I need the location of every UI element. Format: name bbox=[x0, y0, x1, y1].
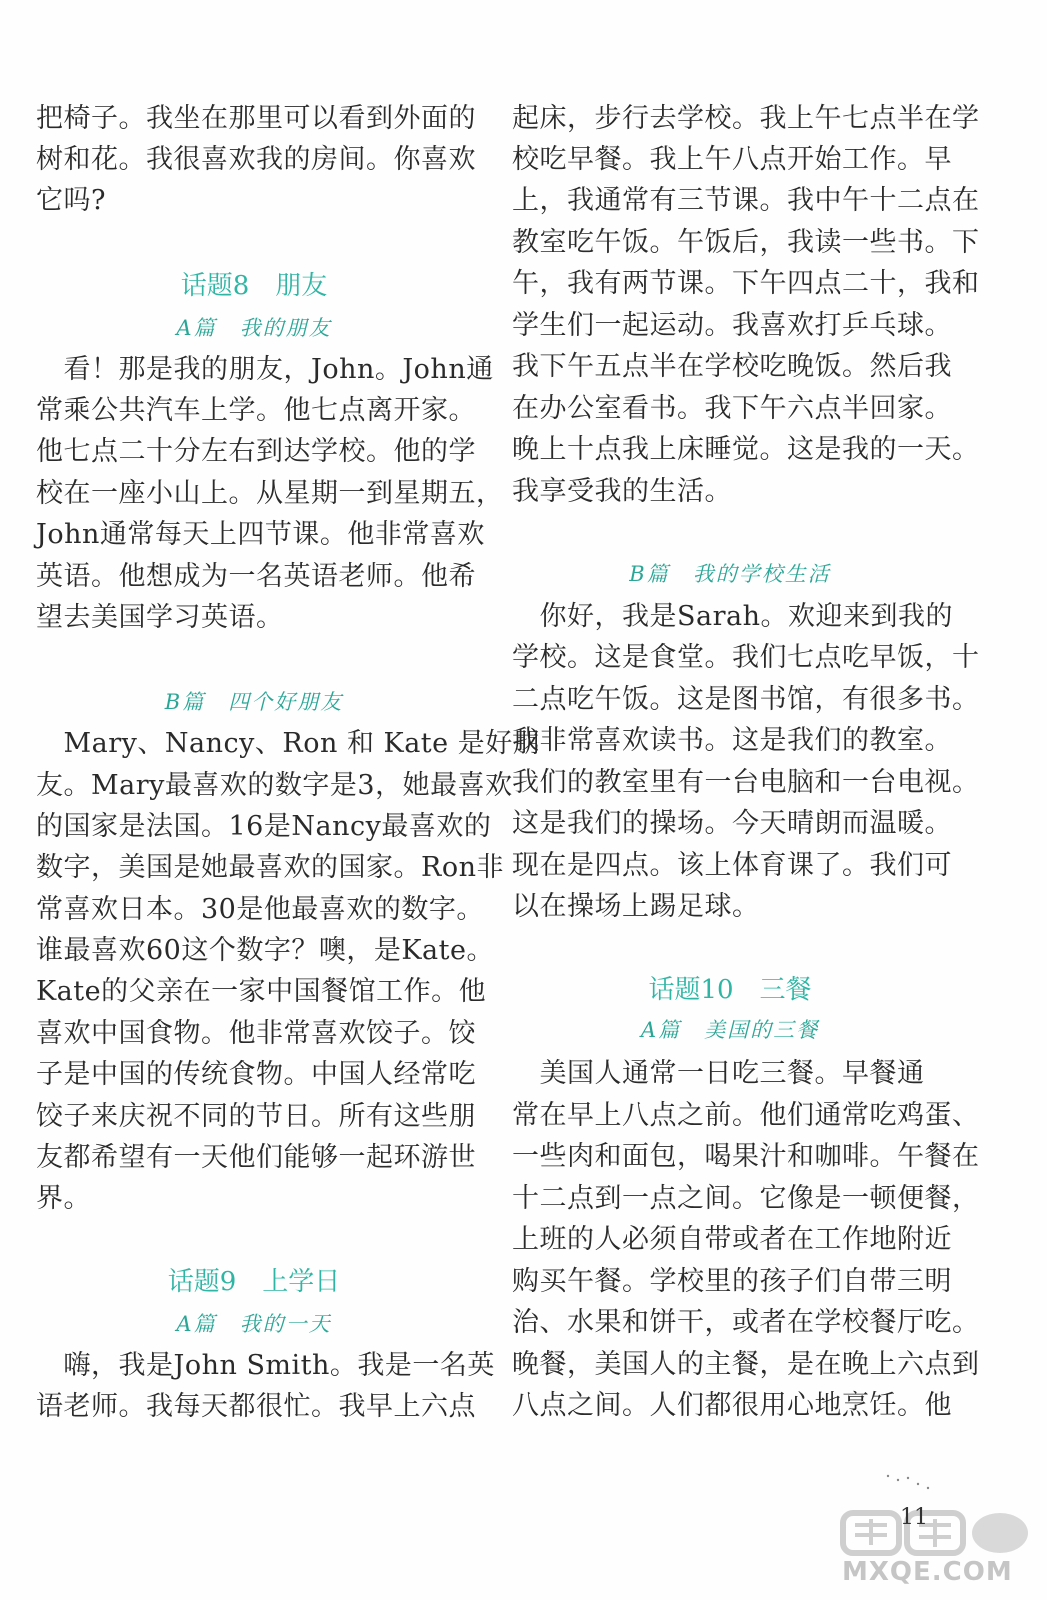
text-line: 学校。这是食堂。我们七点吃早饭，十 bbox=[512, 642, 980, 673]
text-line: 英语。他想成为一名英语老师。他希 bbox=[36, 561, 476, 592]
text-line: 喜欢中国食物。他非常喜欢饺子。饺 bbox=[36, 1018, 476, 1049]
text-line: 常乘公共汽车上学。他七点离开家。 bbox=[36, 395, 476, 426]
watermark-emblem-icon bbox=[835, 1507, 1035, 1557]
text-line: 八点之间。人们都很用心地烹饪。他 bbox=[512, 1390, 952, 1421]
text-line: 它吗? bbox=[36, 185, 106, 216]
text-line: 购买午餐。学校里的孩子们自带三明 bbox=[512, 1266, 952, 1297]
text-line: Kate的父亲在一家中国餐馆工作。他 bbox=[36, 976, 487, 1007]
text-line: 美国人通常一日吃三餐。早餐通 bbox=[512, 1058, 925, 1089]
watermark-logo bbox=[830, 1505, 1040, 1595]
text-line: 十二点到一点之间。它像是一顿便餐， bbox=[512, 1183, 980, 1214]
text-line: 上，我通常有三节课。我中午十二点在 bbox=[512, 185, 980, 216]
text-line: 在办公室看书。我下午六点半回家。 bbox=[512, 393, 952, 424]
text-line: 二点吃午饭。这是图书馆，有很多书。 bbox=[512, 684, 980, 715]
text-line: 谁最喜欢60这个数字？噢，是Kate。 bbox=[36, 935, 494, 966]
text-line: 的国家是法国。16是Nancy最喜欢的 bbox=[36, 811, 492, 842]
text-line: 饺子来庆祝不同的节日。所有这些朋 bbox=[36, 1101, 476, 1132]
topic8-a-heading: A篇 我的朋友 bbox=[176, 316, 332, 340]
text-line: Mary、Nancy、Ron 和 Kate 是好朋 bbox=[36, 728, 541, 759]
text-line: 常在早上八点之前。他们通常吃鸡蛋、 bbox=[512, 1100, 980, 1131]
text-line: 午，我有两节课。下午四点二十，我和 bbox=[512, 268, 980, 299]
page-number: 11 bbox=[900, 1505, 928, 1530]
text-line: 常喜欢日本。30是他最喜欢的数字。 bbox=[36, 894, 484, 925]
text-line: 现在是四点。该上体育课了。我们可 bbox=[512, 850, 952, 881]
text-line: 治、水果和饼干，或者在学校餐厅吃。 bbox=[512, 1307, 980, 1338]
text-line: 把椅子。我坐在那里可以看到外面的 bbox=[36, 103, 476, 134]
text-line: 上班的人必须自带或者在工作地附近 bbox=[512, 1224, 952, 1255]
text-line: 以在操场上踢足球。 bbox=[512, 891, 760, 922]
text-line: 子是中国的传统食物。中国人经常吃 bbox=[36, 1059, 476, 1090]
text-line: 语老师。我每天都很忙。我早上六点 bbox=[36, 1391, 476, 1422]
text-line: 我们的教室里有一台电脑和一台电视。 bbox=[512, 767, 980, 798]
text-line: 教室吃午饭。午饭后，我读一些书。下 bbox=[512, 227, 980, 258]
text-line: 友。Mary最喜欢的数字是3，她最喜欢 bbox=[36, 770, 513, 801]
text-line: 一些肉和面包，喝果汁和咖啡。午餐在 bbox=[512, 1141, 980, 1172]
text-line: 你好，我是Sarah。欢迎来到我的 bbox=[512, 601, 953, 632]
text-line: 界。 bbox=[36, 1183, 91, 1214]
text-line: 我享受我的生活。 bbox=[512, 476, 732, 507]
text-line: 我非常喜欢读书。这是我们的教室。 bbox=[512, 725, 952, 756]
text-line: 我下午五点半在学校吃晚饭。然后我 bbox=[512, 351, 952, 382]
text-line: 学生们一起运动。我喜欢打乒乓球。 bbox=[512, 310, 952, 341]
text-line: 校在一座小山上。从星期一到星期五， bbox=[36, 478, 504, 509]
topic8-heading: 话题8 朋友 bbox=[180, 271, 328, 301]
text-line: 校吃早餐。我上午八点开始工作。早 bbox=[512, 144, 952, 175]
text-line: 望去美国学习英语。 bbox=[36, 602, 284, 633]
text-line: 他七点二十分左右到达学校。他的学 bbox=[36, 436, 476, 467]
topic10-a-heading: A篇 美国的三餐 bbox=[640, 1018, 820, 1042]
decorative-dots bbox=[880, 1470, 940, 1500]
topic10-heading: 话题10 三餐 bbox=[648, 975, 812, 1005]
topic9-heading: 话题9 上学日 bbox=[167, 1267, 341, 1297]
text-line: 晚餐，美国人的主餐，是在晚上六点到 bbox=[512, 1349, 980, 1380]
text-line: 看！那是我的朋友，John。John通 bbox=[36, 354, 494, 385]
text-line: 起床，步行去学校。我上午七点半在学 bbox=[512, 103, 980, 134]
text-line: 嗨，我是John Smith。我是一名英 bbox=[36, 1350, 495, 1381]
topic9-b-heading: B篇 我的学校生活 bbox=[629, 562, 831, 586]
text-line: John通常每天上四节课。他非常喜欢 bbox=[36, 519, 485, 550]
watermark-text: MXQE.COM bbox=[842, 1557, 1013, 1587]
text-line: 晚上十点我上床睡觉。这是我的一天。 bbox=[512, 434, 980, 465]
text-line: 友都希望有一天他们能够一起环游世 bbox=[36, 1142, 476, 1173]
topic8-b-heading: B篇 四个好朋友 bbox=[164, 690, 344, 714]
text-line: 这是我们的操场。今天晴朗而温暖。 bbox=[512, 808, 952, 839]
text-line: 树和花。我很喜欢我的房间。你喜欢 bbox=[36, 144, 476, 175]
text-line: 数字，美国是她最喜欢的国家。Ron非 bbox=[36, 852, 504, 883]
topic9-a-heading: A篇 我的一天 bbox=[176, 1312, 332, 1336]
